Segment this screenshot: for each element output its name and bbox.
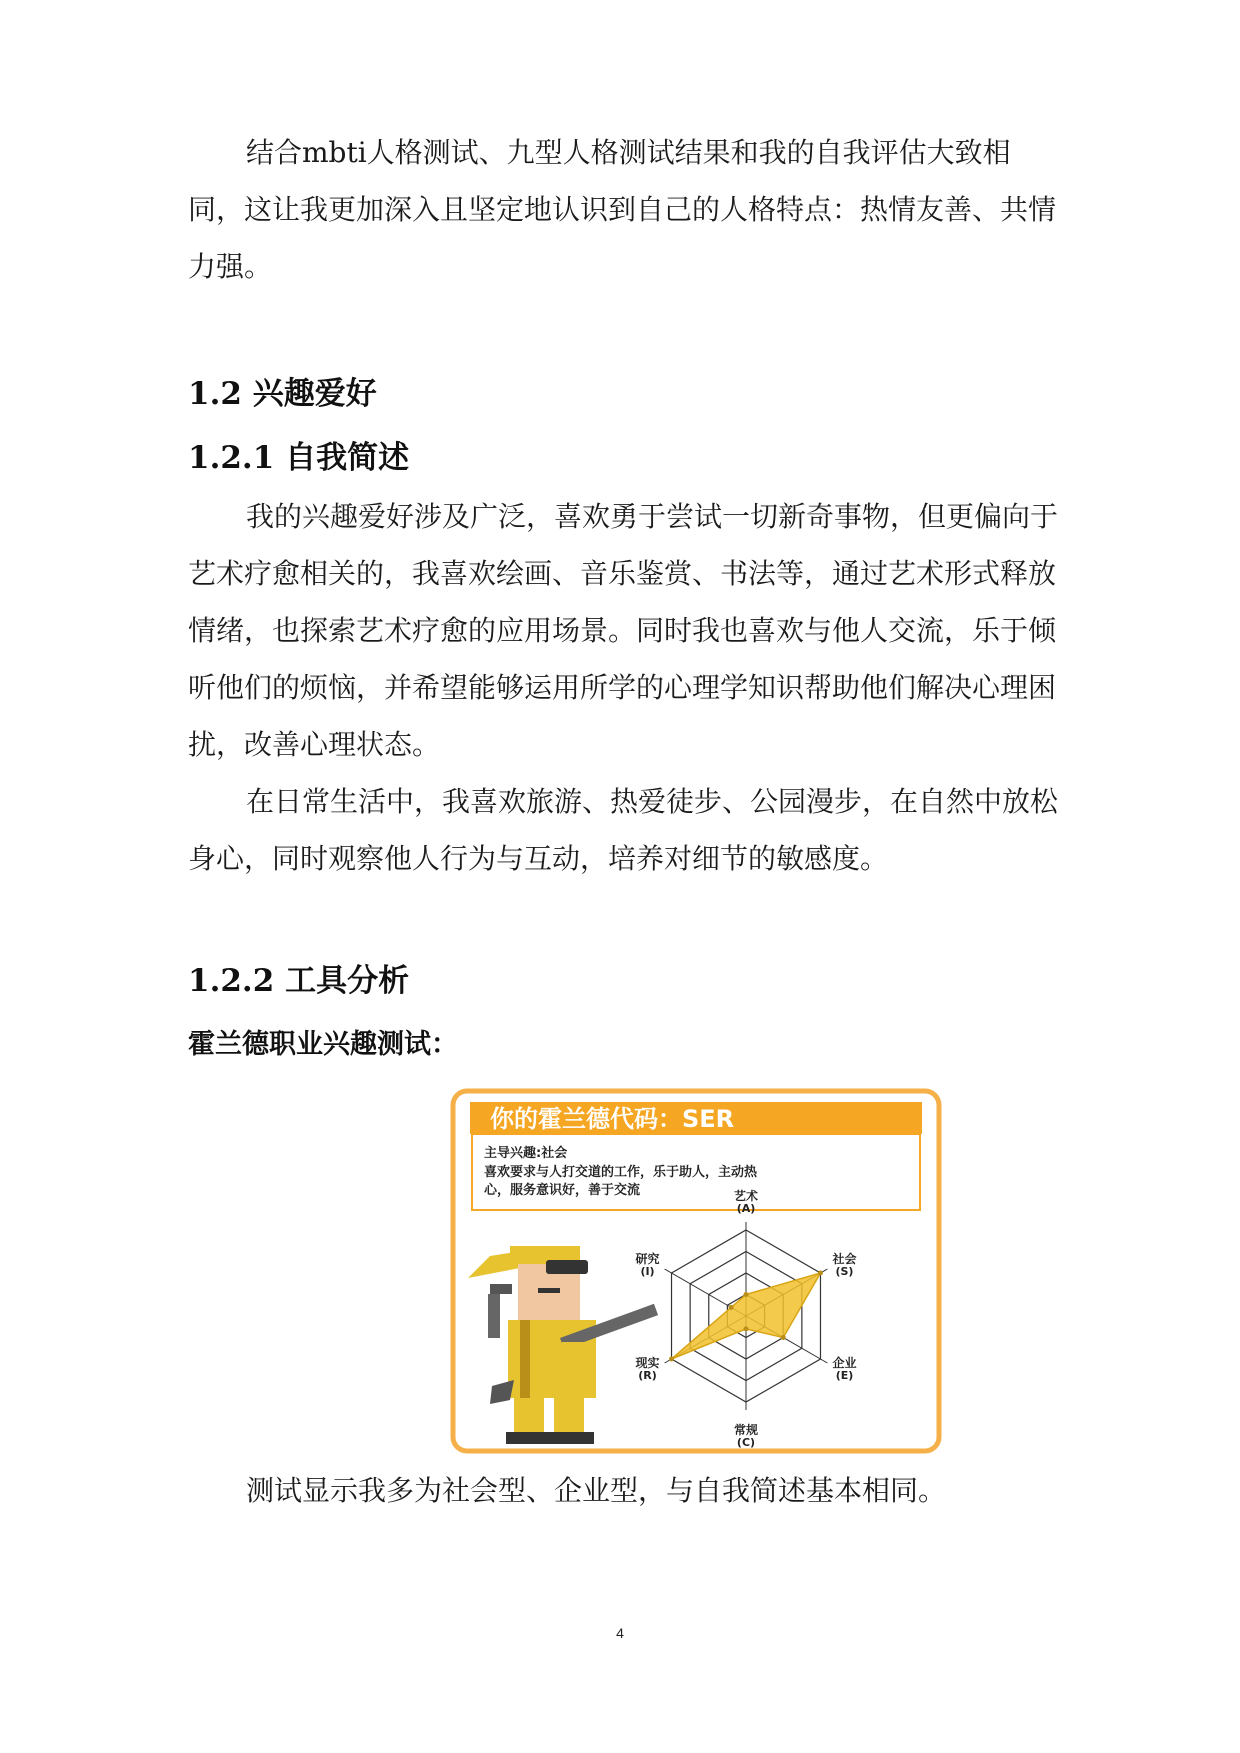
description-line-1: 主导兴趣:社会 bbox=[484, 1146, 568, 1161]
section-heading-1-2-2: 1.2.2 工具分析 bbox=[188, 963, 410, 999]
radar-label-code: (C) bbox=[736, 1436, 756, 1449]
description-line-3: 心，服务意识好，善于交流 bbox=[484, 1183, 641, 1198]
radar-label-name: 艺术 bbox=[733, 1189, 759, 1203]
radar-label-code: (E) bbox=[835, 1369, 854, 1382]
self-description-paragraph-2: 在日常生活中，我喜欢旅游、热爱徒步、公园漫步，在自然中放松身心，同时观察他人行为与互动，培养对细节的敏感度。 bbox=[188, 785, 1059, 875]
radar-label-name: 研究 bbox=[635, 1252, 660, 1266]
intro-section bbox=[188, 124, 1060, 295]
radar-label-name: 现实 bbox=[635, 1356, 660, 1370]
holland-test-label: 霍兰德职业兴趣测试： bbox=[188, 1029, 458, 1060]
radar-label-name: 企业 bbox=[832, 1356, 857, 1370]
radar-data-point bbox=[744, 1326, 749, 1331]
self-description-section bbox=[188, 488, 1060, 887]
radar-label-code: (A) bbox=[736, 1202, 756, 1215]
page-number: 4 bbox=[616, 1625, 624, 1641]
radar-data-point bbox=[729, 1305, 734, 1310]
radar-data-point bbox=[744, 1292, 749, 1297]
section-heading-1-2-1: 1.2.1 自我简述 bbox=[188, 440, 410, 476]
radar-data-point bbox=[818, 1271, 823, 1276]
banner-title: 你的霍兰德代码：SER bbox=[490, 1105, 735, 1133]
description-line-2: 喜欢要求与人打交道的工作，乐于助人，主动热 bbox=[484, 1165, 758, 1180]
section-heading-1-2: 1.2 兴趣爱好 bbox=[188, 376, 377, 412]
conclusion-paragraph: 测试显示我多为社会型、企业型，与自我简述基本相同。 bbox=[246, 1474, 947, 1507]
intro-paragraph: 结合mbti人格测试、九型人格测试结果和我的自我评估大致相同，这让我更加深入且坚定地认识到自己的人格特点：热情友善、共情力强。 bbox=[188, 136, 1057, 283]
radar-data-point bbox=[781, 1335, 786, 1340]
holland-figure-svg bbox=[450, 1088, 942, 1454]
conclusion-section bbox=[188, 1462, 1060, 1519]
radar-label-code: (S) bbox=[835, 1265, 854, 1278]
self-description-paragraph-1: 我的兴趣爱好涉及广泛，喜欢勇于尝试一切新奇事物，但更偏向于艺术疗愈相关的，我喜欢绘画、音乐鉴赏、书法等，通过艺术形式释放情绪，也探索艺术疗愈的应用场景。同时我也喜欢与他人交流，乐于倾听他们的烦恼，并希望能够运用所学的心理学知识帮助他们解决心理困扰，改善心理状态。 bbox=[188, 500, 1059, 761]
radar-label-name: 社会 bbox=[832, 1252, 857, 1266]
radar-label-code: (I) bbox=[640, 1265, 655, 1278]
radar-label-code: (R) bbox=[638, 1369, 657, 1382]
radar-label-name: 常规 bbox=[733, 1423, 759, 1437]
holland-result-figure bbox=[450, 1088, 942, 1454]
radar-data-point bbox=[669, 1357, 674, 1362]
